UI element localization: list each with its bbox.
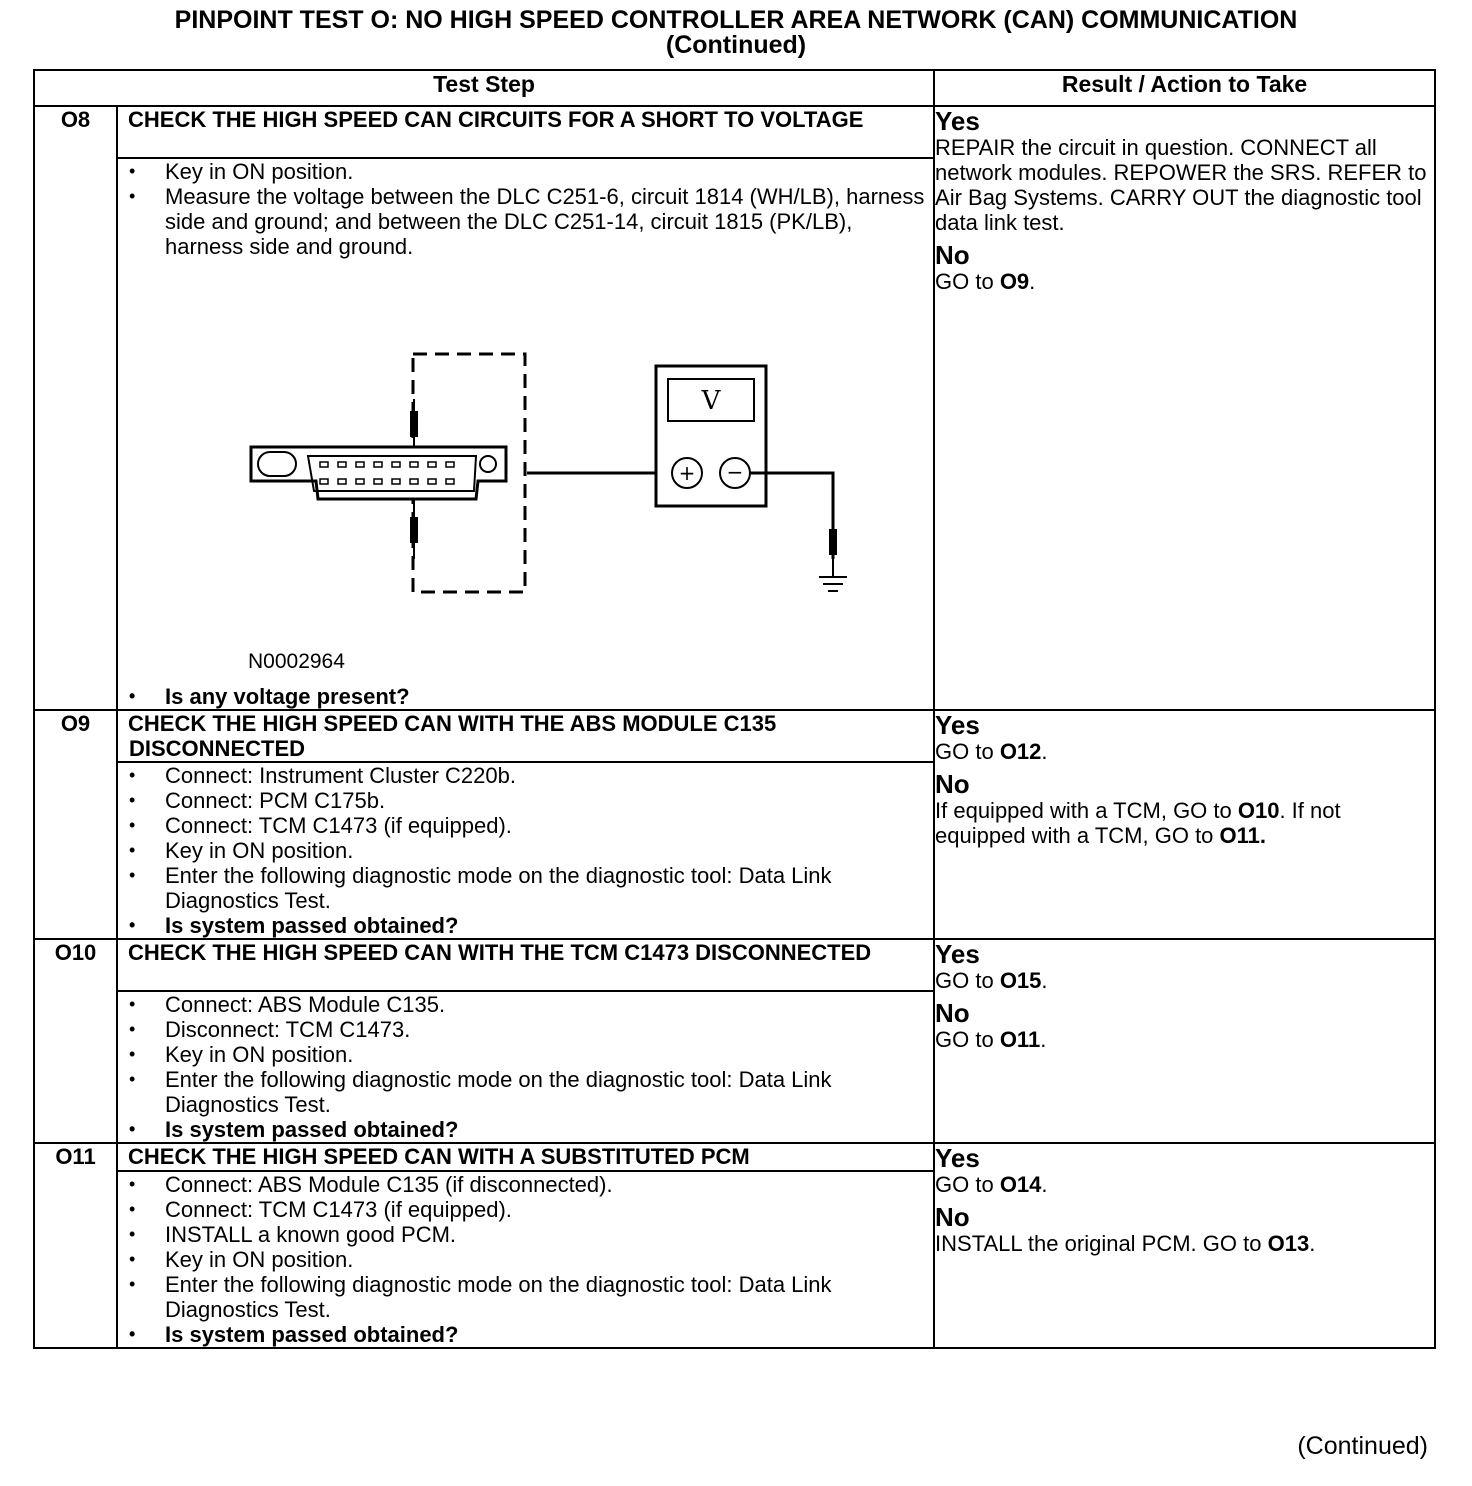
list-item: • INSTALL a known good PCM. (129, 1222, 933, 1247)
no-text-o8: GO to O9. (935, 269, 1036, 294)
no-ref-o8: O9 (999, 269, 1030, 294)
step-body-o9 (117, 762, 934, 939)
list-item: • Measure the voltage between the DLC C251-6, circuit 1814 (WH/LB), harness side and ground; and between the DLC C251-14, circuit 1815 (PK/LB), harness side and ground. (129, 184, 933, 259)
step-o11-title-row (34, 1143, 1435, 1171)
step-body-o10 (117, 991, 934, 1143)
list-item: • Connect: TCM C1473 (if equipped). (129, 1197, 933, 1222)
list-item: • Enter the following diagnostic mode on the diagnostic tool: Data Link Diagnostics Test. (129, 1272, 933, 1322)
no-text-o10: GO to O11. (935, 1027, 1047, 1052)
table-header-row (34, 70, 1435, 106)
no-ref-o10: O11 (999, 1027, 1041, 1052)
question-o10: • Is system passed obtained? (129, 1117, 933, 1142)
list-item: • Connect: PCM C175b. (129, 788, 933, 813)
continued-label: (Continued) (1297, 1432, 1428, 1460)
no-label: No (935, 240, 970, 270)
header-test-step: Test Step (34, 70, 934, 106)
no-ref-o11: O13 (1267, 1231, 1310, 1256)
voltmeter-symbol: V (701, 386, 721, 416)
yes-ref-o9: O12 (999, 739, 1042, 764)
pinpoint-test-table (33, 69, 1436, 1349)
list-item: • Key in ON position. (129, 1247, 933, 1272)
page-title: PINPOINT TEST O: NO HIGH SPEED CONTROLLER AREA NETWORK (CAN) COMMUNICATION (174, 6, 1298, 34)
no-text-o9: If equipped with a TCM, GO to O10. If not equipped with a TCM, GO to O11. (935, 798, 1341, 848)
step-o8-title-row (34, 106, 1435, 158)
svg-text:−: − (726, 460, 744, 484)
step-id-o10: O10 (34, 939, 117, 1143)
step-o10-title-row (34, 939, 1435, 991)
result-o11 (934, 1143, 1435, 1348)
step-id-o9: O9 (34, 710, 117, 939)
bottom-probe (410, 517, 418, 543)
yes-ref-o11: O14 (999, 1172, 1042, 1197)
list-item: • Key in ON position. (129, 159, 933, 184)
voltmeter-diagram (118, 259, 898, 684)
question-o11: • Is system passed obtained? (129, 1322, 933, 1347)
ground-probe (829, 529, 837, 555)
question-o9: • Is system passed obtained? (129, 913, 933, 938)
figure-label: N0002964 (248, 650, 345, 673)
list-item: • Connect: TCM C1473 (if equipped). (129, 813, 933, 838)
no-ref-o9: O10 (1237, 798, 1280, 823)
list-item: • Key in ON position. (129, 838, 933, 863)
result-o8 (934, 106, 1435, 710)
page-subtitle: (Continued) (665, 31, 807, 59)
list-item: • Connect: Instrument Cluster C220b. (129, 763, 933, 788)
step-body-o11 (117, 1171, 934, 1348)
yes-text-o8: REPAIR the circuit in question. CONNECT all network modules. REPOWER the SRS. REFER to Air Bag Systems. CARRY OUT the diagnostic tool data link test. (935, 135, 1427, 235)
list-item: • Connect: ABS Module C135. (129, 992, 933, 1017)
no-label: No (935, 1202, 970, 1232)
yes-label: Yes (935, 939, 980, 969)
list-item: • Enter the following diagnostic mode on the diagnostic tool: Data Link Diagnostics Test. (129, 1067, 933, 1117)
list-item: • Key in ON position. (129, 1042, 933, 1067)
yes-label: Yes (935, 710, 980, 740)
top-probe (410, 411, 418, 437)
no-ref2-o9: O11 (1219, 823, 1260, 848)
yes-ref-o10: O15 (999, 968, 1042, 993)
step-id-o11: O11 (34, 1143, 117, 1348)
step-title-o10: CHECK THE HIGH SPEED CAN WITH THE TCM C1473 DISCONNECTED (117, 939, 934, 991)
yes-text-o10: GO to O15. (935, 968, 1048, 993)
dlc-voltmeter-schematic (118, 259, 898, 684)
step-id-o8: O8 (34, 106, 117, 710)
header-result: Result / Action to Take (934, 70, 1435, 106)
list-item: • Connect: ABS Module C135 (if disconnected). (129, 1172, 933, 1197)
no-label: No (935, 998, 970, 1028)
yes-label: Yes (935, 1143, 980, 1173)
list-item: • Enter the following diagnostic mode on the diagnostic tool: Data Link Diagnostics Test. (129, 863, 933, 913)
result-o10 (934, 939, 1435, 1143)
step-title-o8: CHECK THE HIGH SPEED CAN CIRCUITS FOR A SHORT TO VOLTAGE (117, 106, 934, 158)
no-text-o11: INSTALL the original PCM. GO to O13. (935, 1231, 1316, 1256)
ground-symbol (819, 555, 847, 591)
no-label: No (935, 769, 970, 799)
yes-text-o9: GO to O12. (935, 739, 1048, 764)
question-o8: • Is any voltage present? (129, 684, 933, 709)
step-title-o11: CHECK THE HIGH SPEED CAN WITH A SUBSTITUTED PCM (117, 1143, 934, 1171)
yes-text-o11: GO to O14. (935, 1172, 1048, 1197)
step-o9-title-row (34, 710, 1435, 762)
step-title-o9: CHECK THE HIGH SPEED CAN WITH THE ABS MODULE C135 DISCONNECTED (117, 710, 934, 762)
step-body-o8 (117, 158, 934, 710)
svg-text:+: + (678, 461, 696, 485)
result-o9 (934, 710, 1435, 939)
list-item: • Disconnect: TCM C1473. (129, 1017, 933, 1042)
yes-label: Yes (935, 106, 980, 136)
